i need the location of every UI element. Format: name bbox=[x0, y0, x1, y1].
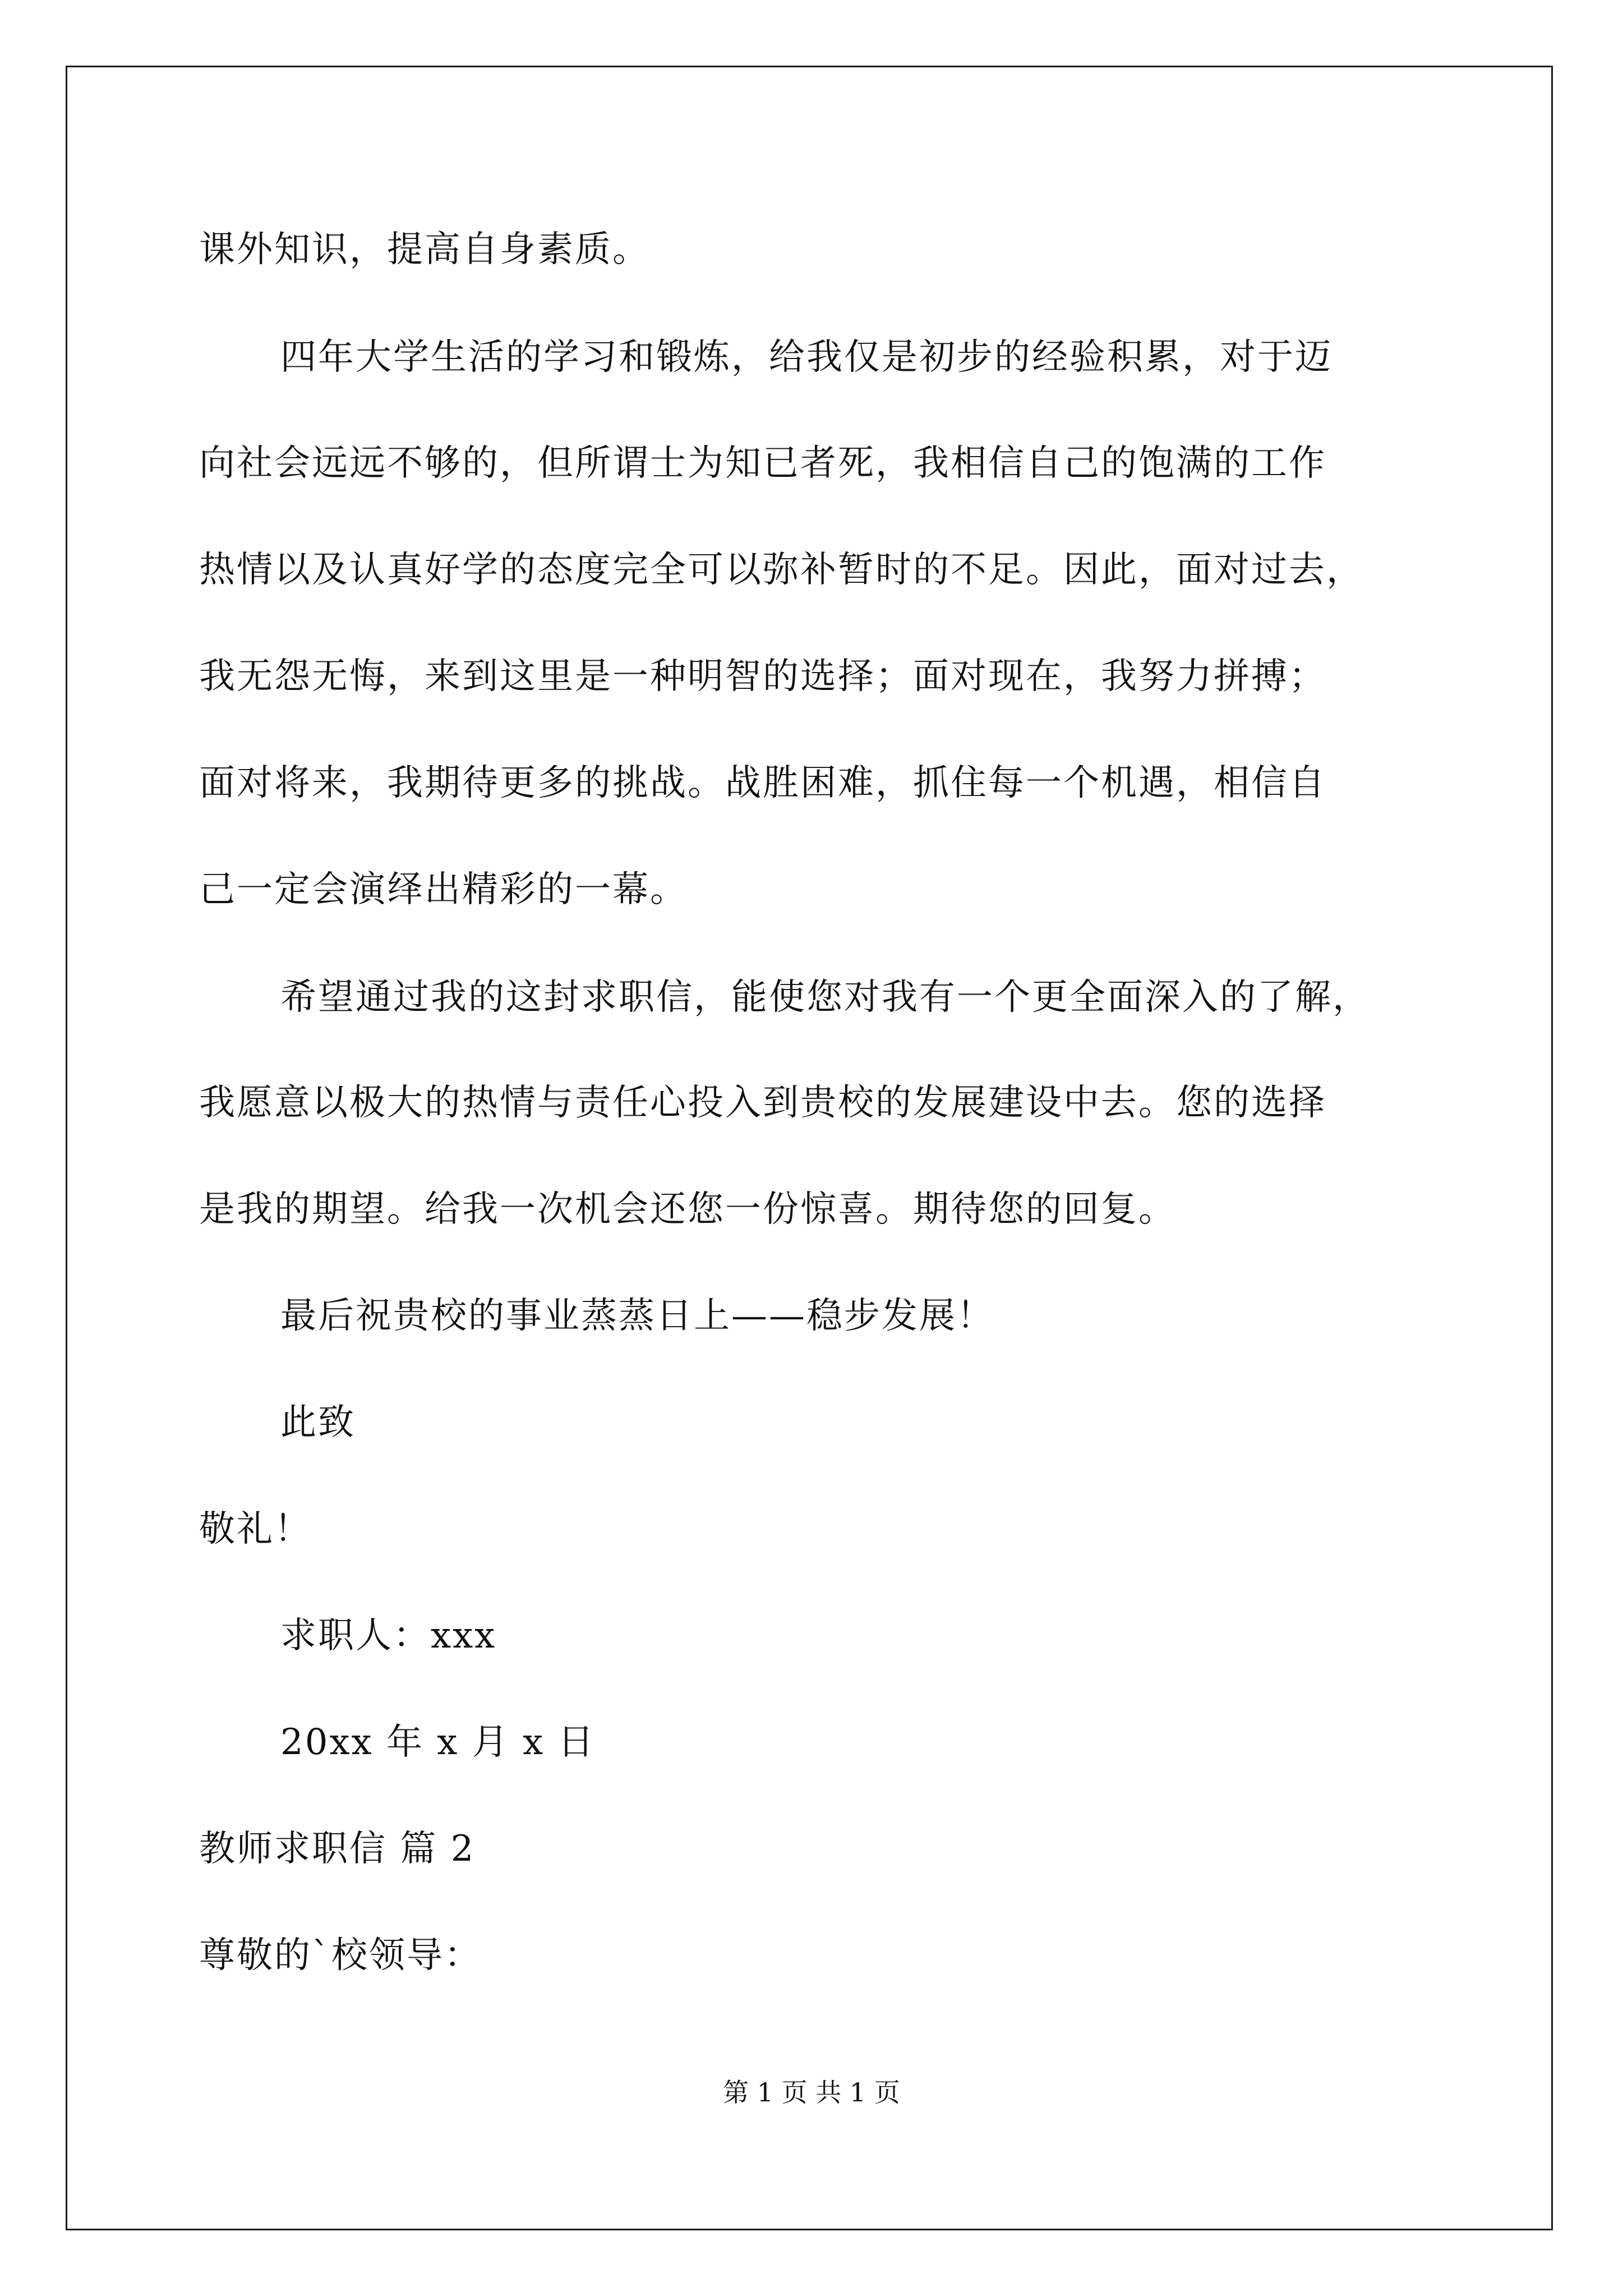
body-line: 面对将来，我期待更多的挑战。战胜困难，抓住每一个机遇，相信自 bbox=[199, 762, 1326, 804]
body-line: 课外知识，提高自身素质。 bbox=[199, 229, 650, 270]
body-line: 己一定会演绎出精彩的一幕。 bbox=[199, 869, 688, 910]
page-footer: 第 1 页 共 1 页 bbox=[723, 2077, 900, 2108]
body-line: 我愿意以极大的热情与责任心投入到贵校的发展建设中去。您的选择 bbox=[199, 1082, 1326, 1124]
body-line: 是我的期望。给我一次机会还您一份惊喜。期待您的回复。 bbox=[199, 1189, 1176, 1230]
closing-wish: 最后祝贵校的事业蒸蒸日上——稳步发展！ bbox=[280, 1295, 994, 1337]
body-line: 我无怨无悔，来到这里是一种明智的选择；面对现在，我努力拼搏； bbox=[199, 656, 1326, 697]
letter-date: 20xx 年 x 月 x 日 bbox=[280, 1722, 596, 1763]
salutation-jingli: 敬礼！ bbox=[199, 1508, 312, 1550]
section-heading: 教师求职信 篇 2 bbox=[199, 1828, 476, 1870]
page-border bbox=[66, 66, 1553, 2230]
applicant-signature: 求职人：xxx bbox=[280, 1615, 497, 1657]
body-line: 希望通过我的这封求职信，能使您对我有一个更全面深入的了解， bbox=[280, 977, 1370, 1018]
body-line: 向社会远远不够的，但所谓士为知已者死，我相信自己的饱满的工作 bbox=[199, 443, 1326, 484]
greeting-line: 尊敬的`校领导： bbox=[199, 1935, 482, 1976]
salutation-cizhi: 此致 bbox=[280, 1402, 356, 1443]
body-line: 热情以及认真好学的态度完全可以弥补暂时的不足。因此，面对过去， bbox=[199, 549, 1364, 591]
body-line: 四年大学生活的学习和锻炼，给我仅是初步的经验积累，对于迈 bbox=[280, 337, 1332, 378]
